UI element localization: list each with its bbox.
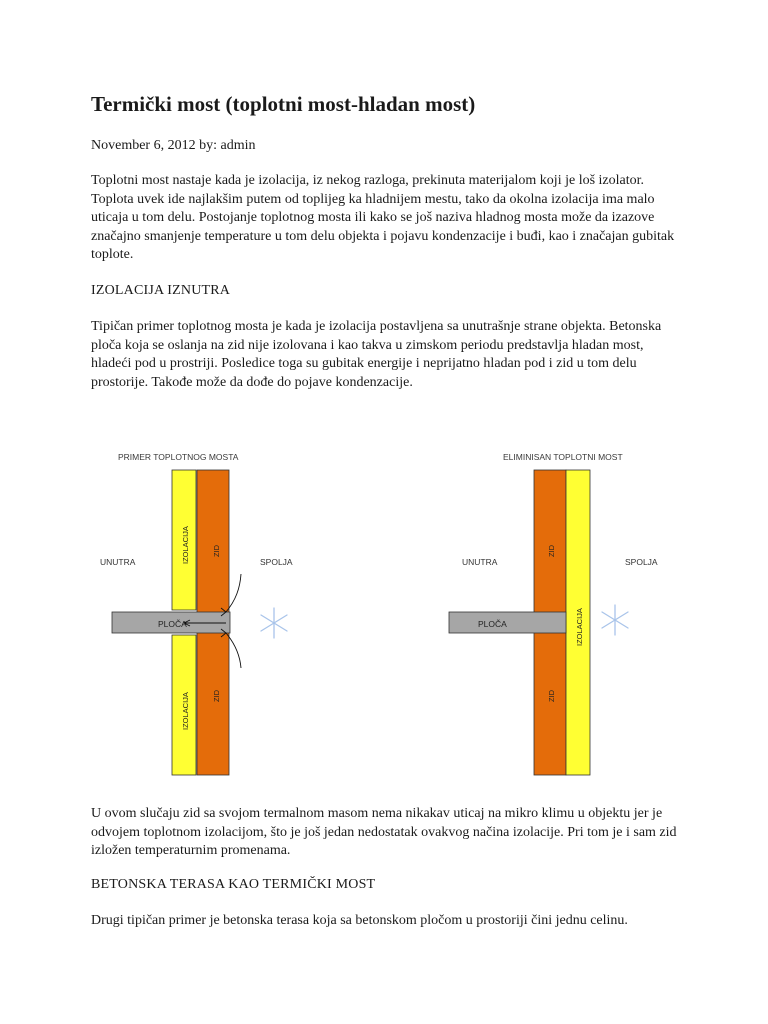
eliminated-bridge-diagram — [445, 440, 745, 790]
wall-label-upper: ZID — [547, 544, 556, 557]
page-title: Termički most (toplotni most-hladan most) — [91, 92, 476, 116]
thermal-bridge-diagram — [100, 440, 400, 790]
section-heading-izolacija-iznutra: IZOLACIJA IZNUTRA — [91, 283, 231, 298]
slab — [449, 612, 566, 633]
outside-label: SPOLJA — [260, 557, 293, 567]
paragraph-intro: Toplotni most nastaje kada je izolacija, iz nekog razloga, prekinuta materijalom koji je loš izolator. Toplota uvek ide najlakšim putem od toplijeg ka hladnijem mestu, tako da okolna izolacija ima malo uticaja u tom delu. Postojanje toplotnog mosta ili kako se još naziva hladnog mosta može da izazove značajno smanjenje temperature u tom delu objekta i pojavu kondenzacije i buđi, kao i značajan gubitak toplote. — [91, 173, 675, 262]
snowflake-icon — [261, 608, 287, 638]
wall-label-upper: ZID — [212, 544, 221, 557]
wall-label-lower: ZID — [547, 689, 556, 702]
diagram-title: PRIMER TOPLOTNOG MOSTA — [118, 452, 239, 462]
outside-label: SPOLJA — [625, 557, 658, 567]
paragraph-terasa: Drugi tipičan primer je betonska terasa koja sa betonskom pločom u prostoriji čini jednu celinu. — [91, 913, 628, 928]
insulation-label: IZOLACIJA — [575, 608, 584, 646]
section-heading-betonska-terasa: BETONSKA TERASA KAO TERMIČKI MOST — [91, 877, 376, 892]
wall-label-lower: ZID — [212, 689, 221, 702]
paragraph-thermal-mass: U ovom slučaju zid sa svojom termalnom masom nema nikakav uticaj na mikro klimu u objektu jer je odvojem toplotnom izolacijom, što je još jedan nedostatak ovakvog načina izolacije. Pri tom je i sam zid izložen temperaturnim promenama. — [91, 806, 677, 858]
inside-label: UNUTRA — [100, 557, 136, 567]
inside-label: UNUTRA — [462, 557, 498, 567]
slab-label: PLOČA — [478, 619, 507, 629]
insulation-label-lower: IZOLACIJA — [181, 692, 190, 730]
paragraph-izolacija-iznutra: Tipičan primer toplotnog mosta je kada je izolacija postavljena sa unutrašnje strane objekta. Betonska ploča koja se oslanja na zid nije izolovana i kao takva u zimskom periodu predstavlja hladan most, hladeći pod u prostriji. Posledice toga su gubitak energije i neprijatno hladan pod i zid u tom delu prostorije. Takođe može da dođe do pojave kondenzacije. — [91, 319, 662, 390]
slab-label: PLOČA — [158, 619, 187, 629]
snowflake-icon — [602, 605, 628, 635]
insulation-label-upper: IZOLACIJA — [181, 526, 190, 564]
diagram-title: ELIMINISAN TOPLOTNI MOST — [503, 452, 623, 462]
post-meta: November 6, 2012 by: admin — [91, 138, 256, 153]
